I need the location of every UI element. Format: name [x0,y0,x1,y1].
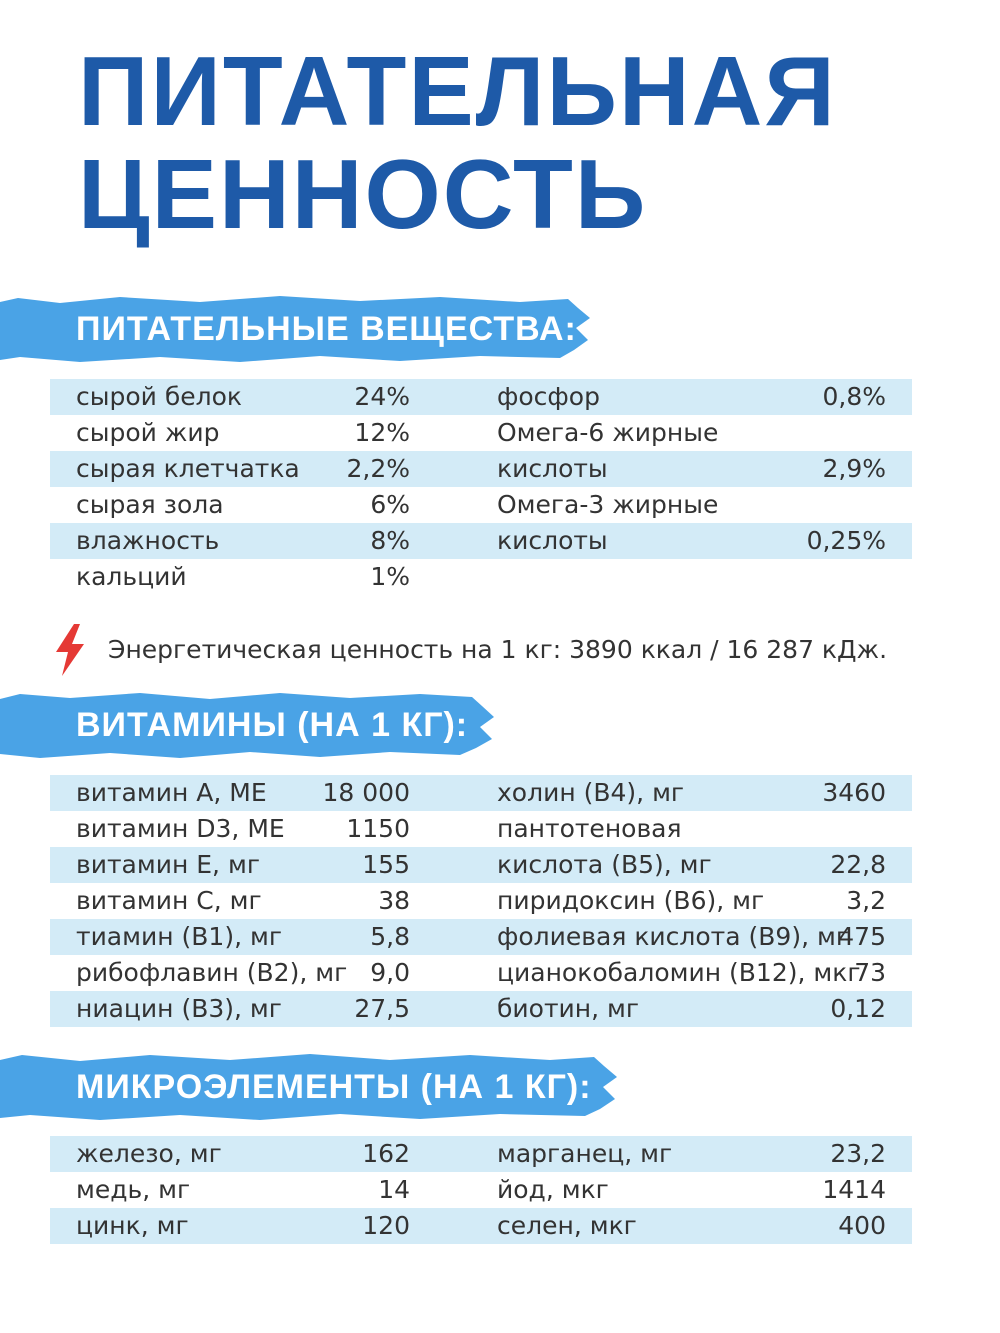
left-item-name: витамин D3, ME [76,814,285,843]
minerals-banner [0,1052,625,1122]
left-item-value: 12% [354,418,410,447]
table-row [50,919,912,955]
left-item-name: кальций [76,562,187,591]
table-row [50,991,912,1027]
left-item-name: тиамин (B1), мг [76,922,282,951]
right-item-name: фосфор [497,382,600,411]
left-item-value: 8% [370,526,410,555]
right-item-value: 0,8% [822,382,886,411]
left-item-value: 27,5 [354,994,410,1023]
nutrients-heading: ПИТАТЕЛЬНЫЕ ВЕЩЕСТВА: [76,310,577,348]
right-item-name: кислота (B5), мг [497,850,712,879]
left-item-value: 1150 [346,814,410,843]
table-row [50,1208,912,1244]
right-item-value: 23,2 [830,1139,886,1168]
left-item-name: ниацин (B3), мг [76,994,282,1023]
table-row [50,811,912,847]
right-item-name: кислоты [497,526,608,555]
table-row [50,1136,912,1172]
right-item-value: 2,9% [822,454,886,483]
right-item-name: Омега-3 жирные [497,490,719,519]
vitamins-table [50,775,912,1027]
table-row [50,559,912,595]
table-row [50,379,912,415]
table-row [50,451,912,487]
table-row [50,1172,912,1208]
left-item-name: железо, мг [76,1139,222,1168]
table-row [50,487,912,523]
vitamins-banner [0,690,500,760]
table-row [50,883,912,919]
right-item-value: 3,2 [846,886,886,915]
table-row [50,415,912,451]
table-row [50,775,912,811]
left-item-name: витамин A, ME [76,778,267,807]
left-item-name: медь, мг [76,1175,191,1204]
right-item-name: йод, мкг [497,1175,609,1204]
minerals-table [50,1136,912,1244]
right-item-name: биотин, мг [497,994,640,1023]
minerals-heading: МИКРОЭЛЕМЕНТЫ (НА 1 КГ): [76,1068,592,1106]
left-item-value: 38 [378,886,410,915]
table-row [50,847,912,883]
right-item-name: пиридоксин (B6), мг [497,886,765,915]
left-item-name: витамин E, мг [76,850,260,879]
right-item-name: фолиевая кислота (B9), мг [497,922,849,951]
left-item-value: 1% [370,562,410,591]
energy-line [50,622,950,678]
left-item-value: 120 [362,1211,410,1240]
left-item-value: 18 000 [322,778,410,807]
table-row [50,955,912,991]
left-item-value: 6% [370,490,410,519]
lightning-icon [50,622,90,678]
left-item-name: рибофлавин (B2), мг [76,958,348,987]
right-item-value: 475 [838,922,886,951]
left-item-name: сырой белок [76,382,243,411]
right-item-value: 73 [854,958,886,987]
left-item-name: цинк, мг [76,1211,189,1240]
vitamins-heading: ВИТАМИНЫ (НА 1 КГ): [76,706,469,744]
left-item-value: 2,2% [346,454,410,483]
left-item-name: витамин C, мг [76,886,262,915]
page-title-line-2: ЦЕННОСТЬ [78,139,648,249]
left-item-name: влажность [76,526,220,555]
page-title-line-1: ПИТАТЕЛЬНАЯ [78,36,837,146]
left-item-value: 9,0 [370,958,410,987]
right-item-name: марганец, мг [497,1139,673,1168]
right-item-value: 0,12 [830,994,886,1023]
right-item-name: селен, мкг [497,1211,637,1240]
left-item-name: сырой жир [76,418,220,447]
right-item-name: холин (B4), мг [497,778,685,807]
table-row [50,523,912,559]
right-item-name: Омега-6 жирные [497,418,719,447]
left-item-value: 162 [362,1139,410,1168]
right-item-name: кислоты [497,454,608,483]
right-item-value: 1414 [822,1175,886,1204]
left-item-name: сырая клетчатка [76,454,300,483]
left-item-value: 5,8 [370,922,410,951]
right-item-name: цианокобаломин (B12), мкг [497,958,861,987]
left-item-value: 24% [354,382,410,411]
left-item-name: сырая зола [76,490,224,519]
right-item-value: 22,8 [830,850,886,879]
nutrients-banner [0,294,600,364]
right-item-value: 0,25% [806,526,886,555]
right-item-value: 3460 [822,778,886,807]
nutrients-table [50,379,912,595]
left-item-value: 155 [362,850,410,879]
left-item-value: 14 [378,1175,410,1204]
right-item-value: 400 [838,1211,886,1240]
energy-value-text: Энергетическая ценность на 1 кг: 3890 ккал / 16 287 кДж. [108,635,888,664]
right-item-name: пантотеновая [497,814,682,843]
